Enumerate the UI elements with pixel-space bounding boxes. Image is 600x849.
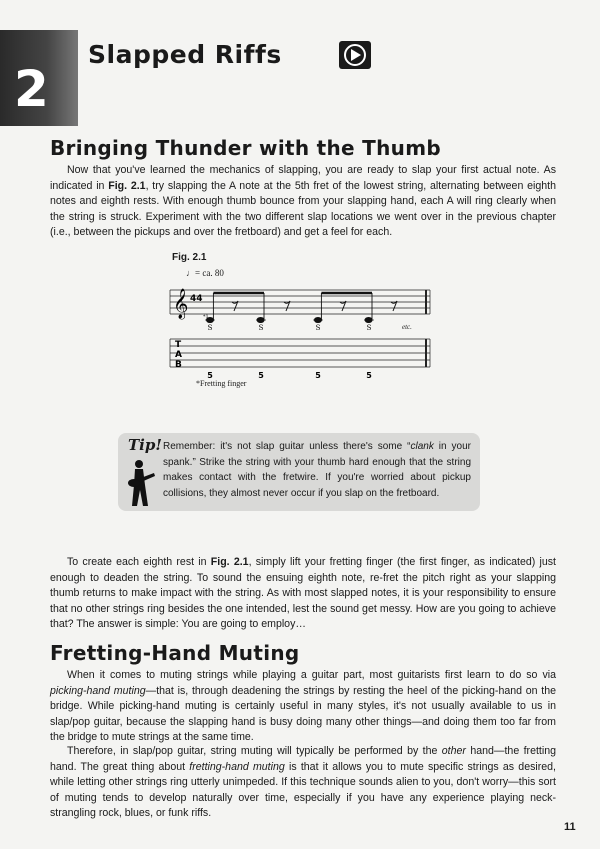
svg-text:T: T (175, 340, 182, 350)
etc-marking: etc. (402, 323, 412, 331)
tip-text: Remember: it's not slap guitar unless there's some “clank in your spank.” Strike the string with your thumb hard enough that the string makes contact with the fretwire. If you're worried about pickup collisions, they almost never occur if you slap on the fretboard. (163, 441, 471, 499)
play-video-icon[interactable] (338, 40, 372, 70)
tab-number: 5 (207, 371, 213, 380)
slap-mark: S (207, 324, 213, 332)
tip-title: Tip! (128, 436, 162, 454)
slap-mark: S (258, 324, 264, 332)
svg-text:B: B (175, 360, 182, 370)
fingering-mark: *1 (203, 314, 209, 320)
page-number: 11 (564, 821, 576, 833)
chapter-number-block (0, 30, 78, 126)
muting-paragraph-1: When it comes to muting strings while playing a guitar part, most guitarists first learn to do so via picking-hand muting—that is, through deadening the strings by resting the heel of the picking-hand on the bridge. While picking-hand muting is certainly useful in many styles, it's not usually available to us in slap/pop guitar, because the slapping hand is busy doing many other things—and doing them too far from the bridge to mute strings at the same time. (50, 669, 557, 743)
slap-mark: S (366, 324, 372, 332)
time-signature: 44 (190, 294, 203, 304)
figure-label: Fig. 2.1 (172, 252, 207, 263)
tab-clef (175, 340, 182, 370)
chapter-number: 2 (14, 60, 49, 118)
muting-paragraph-2: Therefore, in slap/pop guitar, string muting will typically be performed by the other hand—the fretting hand. The great thing about fretting-hand muting is that it allows you to mute specific strings as desired, while letting other strings ring utterly unimpeded. If this technique sounds alien to you, don't worry—this sort of muting tends to develop naturally over time, especially if you have any experience playing neck-strangling rock, blues, or funk riffs. (50, 745, 556, 819)
tab-number: 5 (315, 371, 321, 380)
figure-reference: Fig. 2.1 (108, 179, 146, 192)
treble-clef-icon: 𝄞 (173, 289, 189, 319)
section-heading-thumb: Bringing Thunder with the Thumb (50, 136, 441, 160)
music-notation (160, 250, 450, 390)
figure-reference: Fig. 2.1 (210, 556, 249, 568)
guitarist-silhouette-icon (126, 458, 158, 508)
slap-mark: S (315, 324, 321, 332)
tempo-marking: ♩= ca. 80 (186, 268, 224, 278)
quarter-note-icon: ♩ (186, 268, 195, 278)
tab-number: 5 (258, 371, 264, 380)
figure-footnote: *Fretting finger (196, 379, 247, 388)
svg-text:A: A (175, 350, 182, 360)
chapter-title: Slapped Riffs (88, 40, 282, 69)
section-heading-muting: Fretting-Hand Muting (50, 641, 300, 665)
intro-paragraph: Now that you've learned the mechanics of slapping, you are ready to slap your first actual note. As indicated in Fig. 2.1, try slapping the A note at the 5th fret of the lowest string, alternating between eighth notes and eighth rests. With enough thumb bounce from your slapping hand, each A will ring clearly when the string is struck. Experiment with the two different slap locations we went over in the previous chapter (i.e., between the pickups and over the fretboard) and get a feel for each. (50, 164, 556, 238)
rest-paragraph: To create each eighth rest in Fig. 2.1, simply lift your fretting finger (the first finger, as indicated) just enough to deaden the string. To sound the ensuing eighth note, re-fret the pitch right as your slapping thumb returns to make impact with the string. As with most slapped notes, it is your responsibility to ensure that no other strings ring besides the one intended, lest the sound get messy. How are you going to achieve that? The answer is simple: You are going to employ… (50, 556, 556, 630)
tab-number: 5 (366, 371, 372, 380)
